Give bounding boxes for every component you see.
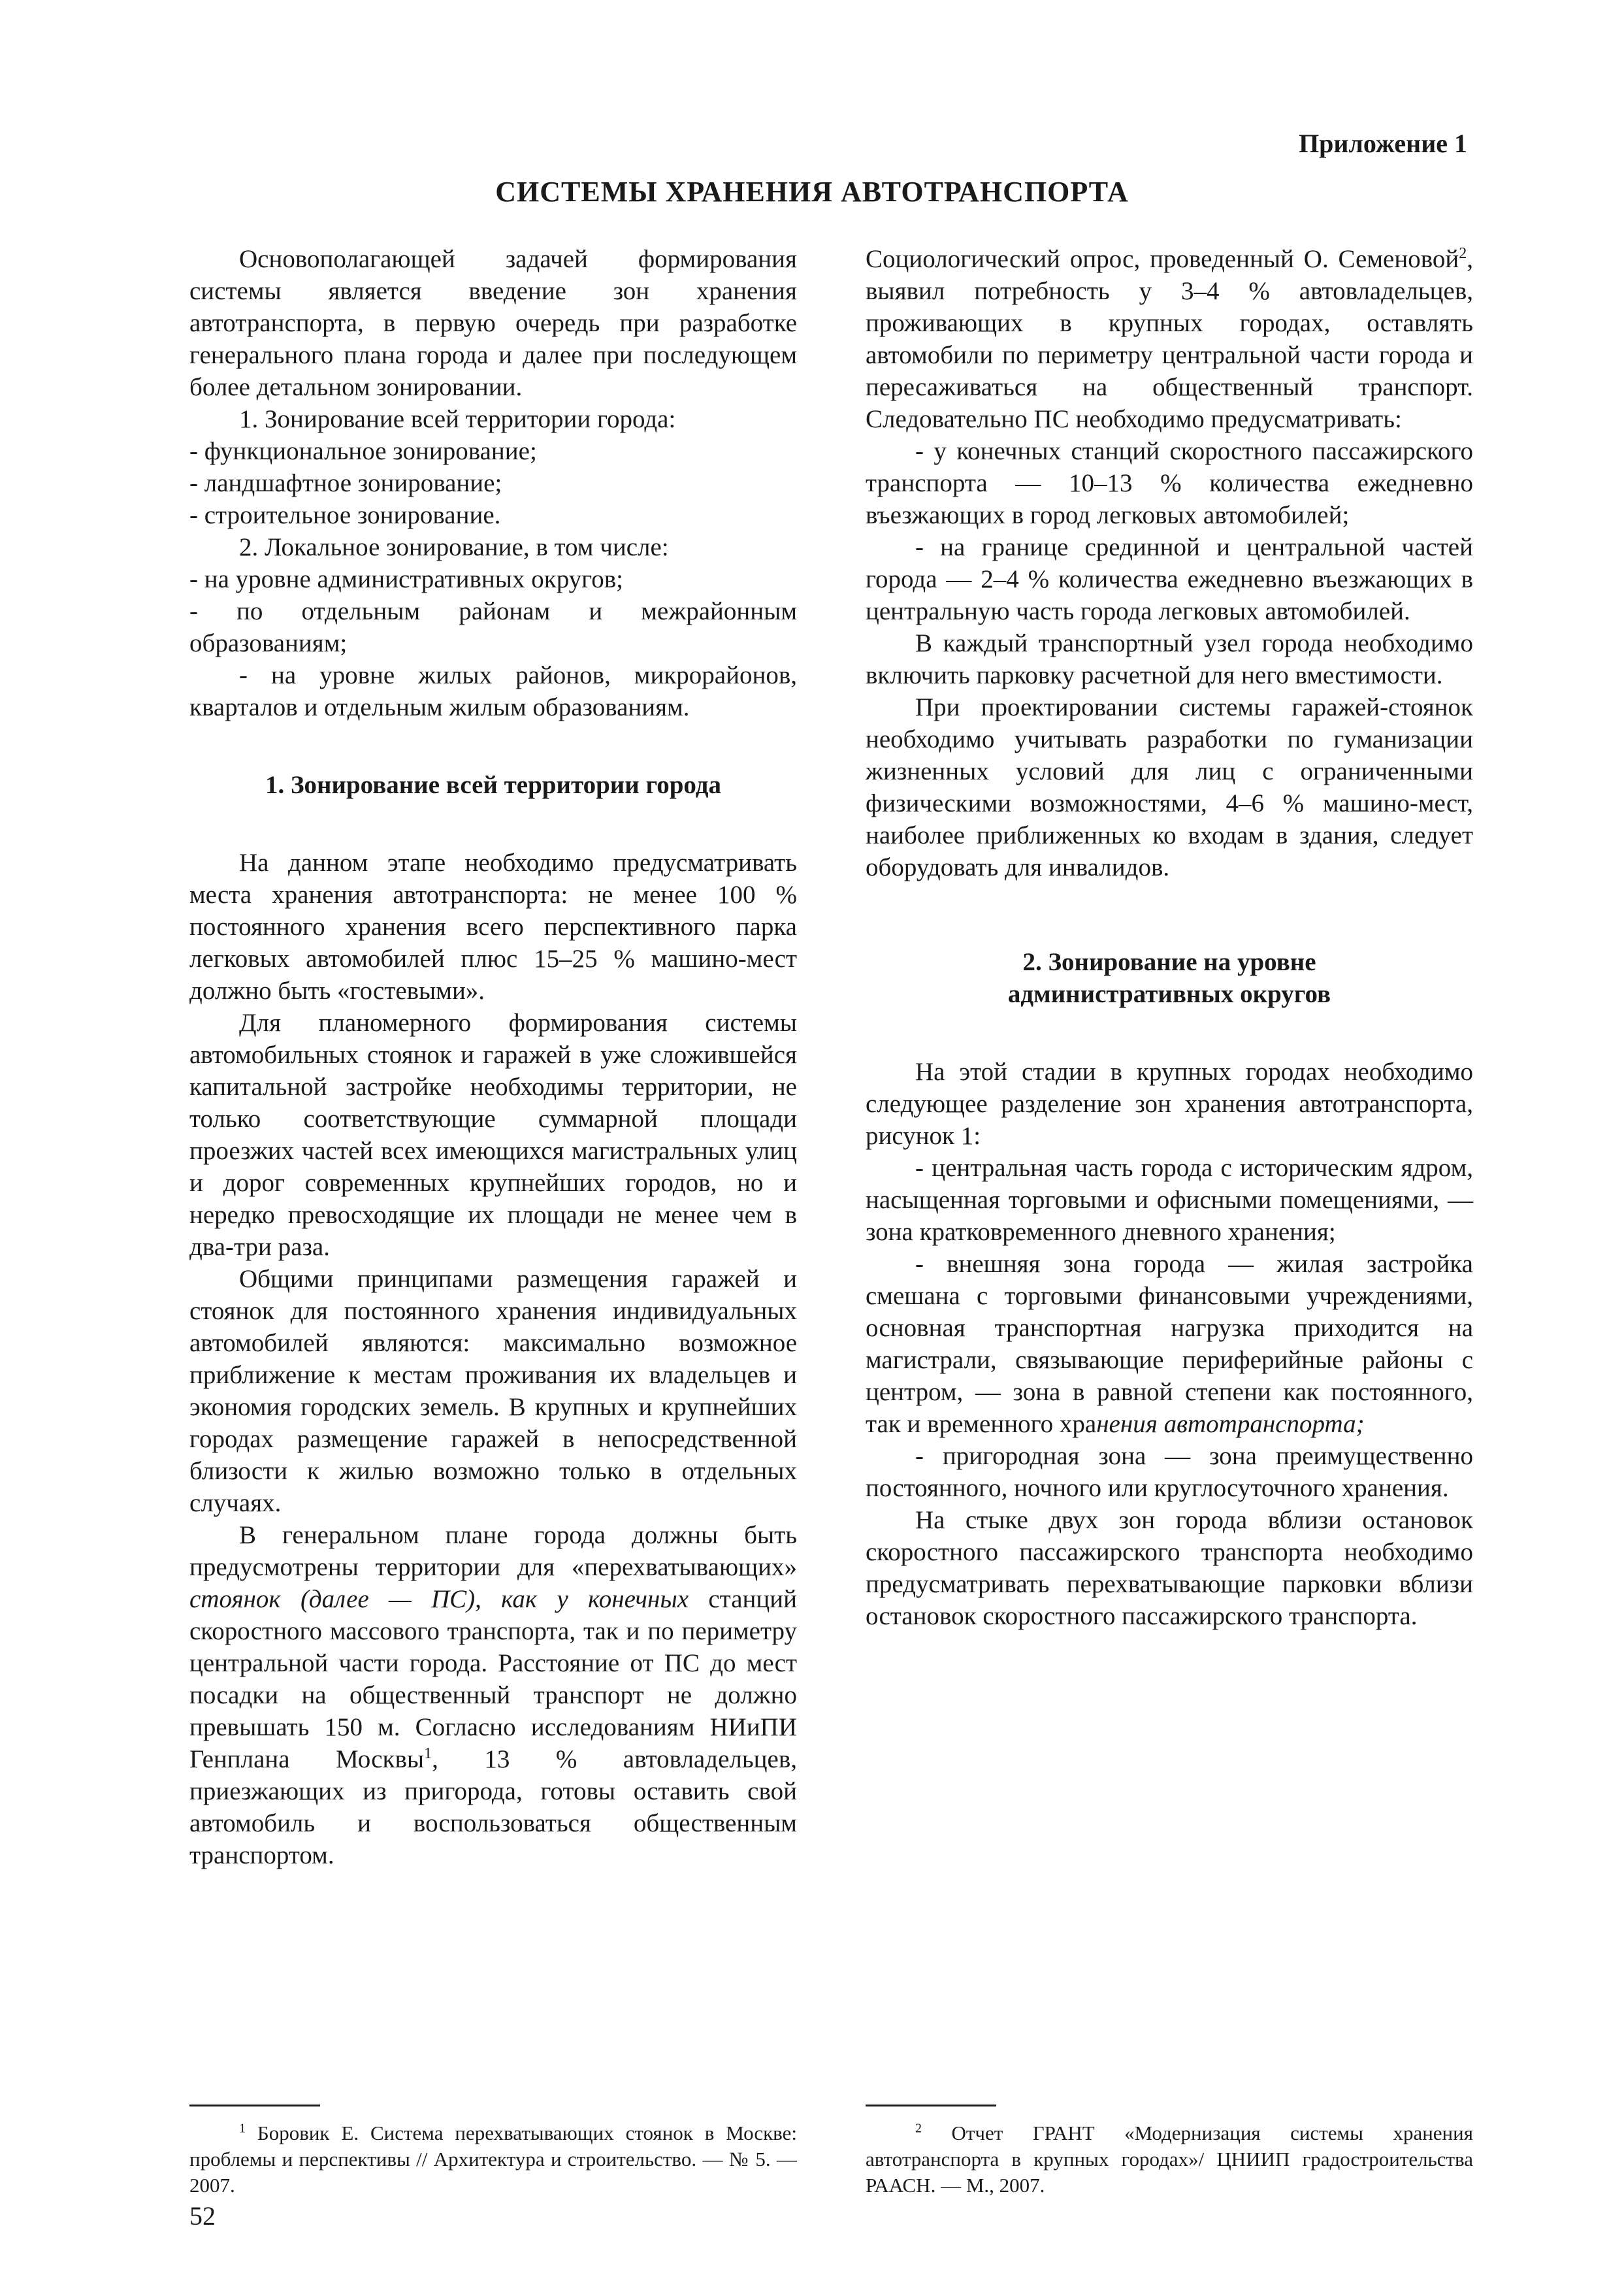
paragraph: На этой стадии в крупных городах необходимо следующее разделение зон хранения автотранспорта, рисунок 1: [866, 1058, 1473, 1150]
text-run: Социологический опрос, проведенный О. Семеновой [866, 245, 1459, 273]
list-item: - центральная часть города с историческим ядром, насыщенная торговыми и офисными помещениями, — зона кратковременного дневного хранения; [866, 1154, 1473, 1246]
appendix-label: Приложение 1 [1299, 129, 1467, 158]
paragraph: В каждый транспортный узел города необходимо включить парковку расчетной для него вместимости. [866, 629, 1473, 689]
list-item: 1. Зонирование всей территории города: [239, 405, 676, 433]
heading-line: административных округов [1007, 980, 1331, 1008]
list-item: - на уровне жилых районов, микрорайонов, кварталов и отдельным жилым образованиям. [189, 661, 797, 721]
text-run: , 13 % автовладельцев, приезжающих из пригорода, готовы оставить свой автомобиль и воспользоваться общественным транспортом. [189, 1745, 797, 1869]
section-heading: 1. Зонирование всей территории города [265, 771, 722, 799]
left-column [189, 243, 797, 1871]
italic-text: стоянок (далее — ПС), как у конечных [189, 1585, 689, 1613]
footnote [866, 2120, 1473, 2199]
paragraph: На стыке двух зон города вблизи остановок скоростного пассажирского транспорта необходимо предусматривать перехватывающие парковки вблизи остановок скоростного пассажирского транспорта. [866, 1506, 1473, 1630]
footnote-ref: 1 [424, 1745, 432, 1762]
list-item: - на границе срединной и центральной частей города — 2–4 % количества ежедневно въезжающих в центральную часть города легковых автомобилей. [866, 533, 1473, 625]
footnote-ref: 2 [1459, 245, 1467, 262]
page-title: СИСТЕМЫ ХРАНЕНИЯ АВТОТРАНСПОРТА [495, 176, 1129, 208]
list-item [866, 1248, 1473, 1440]
list-item: - на уровне административных округов; [189, 565, 623, 593]
text-run: - внешняя зона города — жилая застройка смешана с торговыми финансовыми учреждениями, основная транспортная нагрузка приходится на магистрали, связывающие периферийные районы с центром, — зона в равной степени как постоянного, так и временного хра [866, 1250, 1473, 1438]
paragraph: При проектировании системы гаражей-стоянок необходимо учитывать разработки по гуманизации жизненных условий для лиц с ограниченными физическими возможностями, 4–6 % машино-мест, наиболее приближенных ко входам в здания, следует оборудовать для инвалидов. [866, 693, 1473, 881]
heading-line: 2. Зонирование на уровне [1022, 948, 1316, 976]
footnote-text: Отчет ГРАНТ «Модернизация системы хранения автотранспорта в крупных городах»/ ЦНИИП градостроительства РААСН. — М., 2007. [866, 2122, 1473, 2197]
text-run: , выявил потребность у 3–4 % автовладельцев, проживающих в крупных городах, оставлять автомобили по периметру центральной части города и пересаживаться на общественный транспорт. Следовательно ПС необходимо предусматривать: [866, 245, 1473, 433]
paragraph: Общими принципами размещения гаражей и стоянок для постоянного хранения индивидуальных автомобилей являются: максимально возможное приближение к местам проживания их владельцев и экономия городских земель. В крупных и крупнейших городах размещение гаражей в непосредственной близости к жилью возможно только в отдельных случаях. [189, 1265, 797, 1517]
intro-paragraph: Основополагающей задачей формирования системы является введение зон хранения автотранспорта, в первую очередь при разработке генерального плана города и далее при последующем более детальном зонировании. [189, 245, 797, 401]
right-column [866, 243, 1473, 1632]
italic-text: нения автотранспорта; [1096, 1410, 1365, 1438]
paragraph [866, 243, 1473, 435]
section-heading [866, 946, 1473, 1010]
list-item: - у конечных станций скоростного пассажирского транспорта — 10–13 % количества ежедневно въезжающих в город легковых автомобилей; [866, 437, 1473, 529]
footnote-rule [189, 2105, 320, 2106]
list-item: - строительное зонирование. [189, 501, 501, 529]
page-number: 52 [189, 2201, 216, 2231]
list-item: - ландшафтное зонирование; [189, 469, 502, 497]
paragraph: На данном этапе необходимо предусматривать места хранения автотранспорта: не менее 100 % постоянного хранения всего перспективного парка легковых автомобилей плюс 15–25 % машино-мест должно быть «гостевыми». [189, 849, 797, 1005]
list-item: - функциональное зонирование; [189, 437, 537, 465]
footnote-marker: 2 [915, 2121, 922, 2136]
list-item: - пригородная зона — зона преимущественно постоянного, ночного или круглосуточного хранения. [866, 1442, 1473, 1502]
footnote-rule [866, 2105, 996, 2106]
list-item: - по отдельным районам и межрайонным образованиям; [189, 597, 797, 657]
paragraph: Для планомерного формирования системы автомобильных стоянок и гаражей в уже сложившейся капитальной застройке необходимы территории, не только соответствующие суммарной площади проезжих частей всех имеющихся магистральных улиц и дорог современных крупнейших городов, но и нередко превосходящие их площади не менее чем в два-три раза. [189, 1009, 797, 1261]
footnote-marker: 1 [239, 2121, 246, 2136]
paragraph [189, 1519, 797, 1871]
text-run: станций скоростного массового транспорта, так и по периметру центральной части города. Расстояние от ПС до мест посадки на общественный транспорт не должно превышать 150 м. Согласно исследованиям НИиПИ Генплана Москвы [189, 1585, 797, 1773]
text-run: В генеральном плане города должны быть предусмотрены территории для «перехватывающих» [189, 1521, 797, 1581]
footnote-text: Боровик Е. Система перехватывающих стоянок в Москве: проблемы и перспективы // Архитектура и строительство. — № 5. — 2007. [189, 2122, 797, 2197]
list-item: 2. Локальное зонирование, в том числе: [239, 533, 669, 561]
footnote [189, 2120, 797, 2199]
